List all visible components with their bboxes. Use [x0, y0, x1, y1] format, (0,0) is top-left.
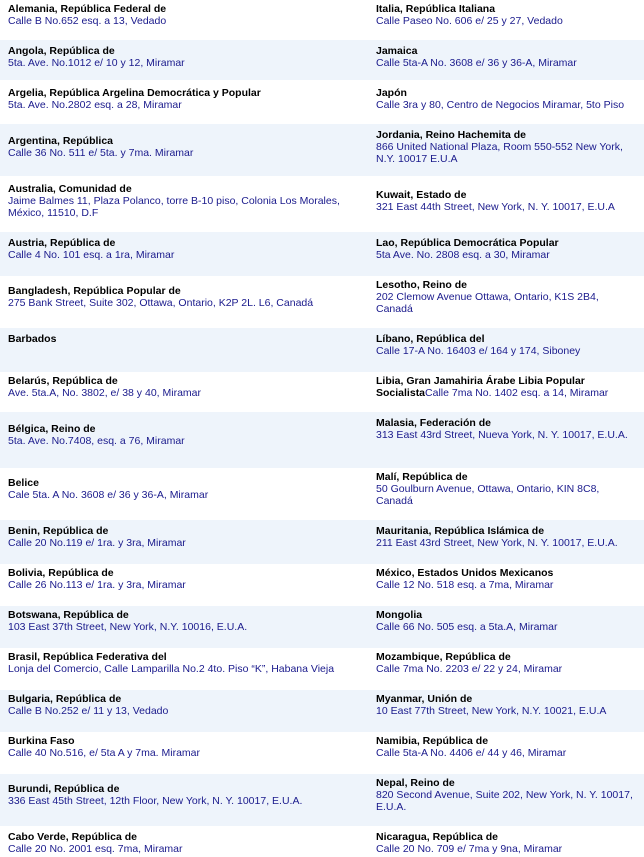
- left-entry: [8, 237, 358, 261]
- country-name: Lesotho, Reino de: [376, 279, 468, 291]
- right-entry: [376, 567, 638, 591]
- country-name: Italia, República Italiana: [376, 3, 496, 15]
- right-entry: [376, 831, 638, 855]
- country-name: Líbano, República del: [376, 333, 485, 345]
- country-name: Nepal, Reino de: [376, 777, 455, 789]
- country-name: Malasia, Federación de: [376, 417, 491, 429]
- country-name-continued: SocialistaCalle 7ma No. 1402 esq. a 14, Miramar: [376, 387, 609, 399]
- country-address: Calle 17-A No. 16403 e/ 164 y 174, Siboney: [376, 345, 581, 357]
- country-name: Belarús, República de: [8, 375, 118, 387]
- country-address: Ave. 5ta.A, No. 3802, e/ 38 y 40, Miramar: [8, 387, 201, 399]
- left-entry: [8, 693, 358, 717]
- table-row: [0, 826, 644, 857]
- country-address: Calle Paseo No. 606 e/ 25 y 27, Vedado: [376, 15, 563, 27]
- table-row: [0, 774, 644, 826]
- left-entry: [8, 567, 358, 591]
- country-name: Bolivia, República de: [8, 567, 114, 579]
- left-entry: [8, 735, 358, 759]
- right-entry: [376, 279, 638, 315]
- country-address: Calle 3ra y 80, Centro de Negocios Miramar, 5to Piso: [376, 99, 625, 111]
- country-name: Kuwait, Estado de: [376, 189, 467, 201]
- table-row: [0, 0, 644, 40]
- country-address: Calle 7ma No. 2203 e/ 22 y 24, Miramar: [376, 663, 563, 675]
- country-address: Calle 4 No. 101 esq. a 1ra, Miramar: [8, 249, 175, 261]
- country-name: Japón: [376, 87, 407, 99]
- country-address: 313 East 43rd Street, Nueva York, N. Y. 10017, E.U.A.: [376, 429, 628, 441]
- right-entry: [376, 471, 638, 507]
- country-name: Austria, República de: [8, 237, 116, 249]
- right-entry: [376, 189, 638, 213]
- left-entry: [8, 333, 358, 345]
- country-address: 10 East 77th Street, New York, N.Y. 10021, E.U.A: [376, 705, 607, 717]
- country-address: Calle 36 No. 511 e/ 5ta. y 7ma. Miramar: [8, 147, 194, 159]
- right-entry: [376, 45, 638, 69]
- country-address: 866 United National Plaza, Room 550-552 New York, N.Y. 10017 E.U.A: [376, 141, 623, 165]
- left-entry: [8, 423, 358, 447]
- country-name: Brasil, República Federativa del: [8, 651, 167, 663]
- country-name: Bélgica, Reino de: [8, 423, 96, 435]
- country-name: Lao, República Democrática Popular: [376, 237, 559, 249]
- table-row: [0, 80, 644, 124]
- left-entry: [8, 135, 358, 159]
- table-row: [0, 372, 644, 412]
- country-name: Jordania, Reino Hachemita de: [376, 129, 526, 141]
- right-entry: [376, 129, 638, 165]
- country-name: Burkina Faso: [8, 735, 75, 747]
- table-row: [0, 124, 644, 176]
- table-row: [0, 328, 644, 372]
- country-name: Myanmar, Unión de: [376, 693, 473, 705]
- left-entry: [8, 3, 358, 27]
- table-row: [0, 564, 644, 606]
- country-name: Bulgaria, República de: [8, 693, 122, 705]
- right-entry: [376, 237, 638, 261]
- country-address: Cale 5ta. A No. 3608 e/ 36 y 36-A, Miramar: [8, 489, 209, 501]
- country-name: México, Estados Unidos Mexicanos: [376, 567, 554, 579]
- country-address: Lonja del Comercio, Calle Lamparilla No.2 4to. Piso “K”, Habana Vieja: [8, 663, 335, 675]
- country-address: Calle B No.252 e/ 11 y 13, Vedado: [8, 705, 169, 717]
- country-name: Angola, República de: [8, 45, 115, 57]
- table-row: [0, 232, 644, 276]
- right-entry: [376, 3, 638, 27]
- right-entry: [376, 417, 638, 441]
- right-entry: [376, 87, 638, 111]
- left-entry: [8, 609, 358, 633]
- table-row: [0, 40, 644, 80]
- country-address: 321 East 44th Street, New York, N. Y. 10017, E.U.A: [376, 201, 615, 213]
- table-row: [0, 276, 644, 328]
- country-name: Botswana, República de: [8, 609, 129, 621]
- country-address: Calle 12 No. 518 esq. a 7ma, Miramar: [376, 579, 554, 591]
- table-row: [0, 176, 644, 232]
- country-address: Calle 7ma No. 1402 esq. a 14, Miramar: [425, 387, 609, 399]
- country-name: Mongolia: [376, 609, 423, 621]
- left-entry: [8, 285, 358, 309]
- left-entry: [8, 783, 358, 807]
- country-name: Barbados: [8, 333, 57, 345]
- left-entry: [8, 651, 358, 675]
- country-address: 275 Bank Street, Suite 302, Ottawa, Ontario, K2P 2L. L6, Canadá: [8, 297, 314, 309]
- table-row: [0, 732, 644, 774]
- country-address: 202 Clemow Avenue Ottawa, Ontario, K1S 2B4, Canadá: [376, 291, 599, 315]
- right-entry: [376, 693, 638, 717]
- left-entry: [8, 831, 358, 855]
- country-address: Calle 26 No.113 e/ 1ra. y 3ra, Miramar: [8, 579, 186, 591]
- country-address: 5ta Ave. No. 2808 esq. a 30, Miramar: [376, 249, 550, 261]
- left-entry: [8, 525, 358, 549]
- table-row: [0, 520, 644, 564]
- country-name: Libia, Gran Jamahiria Árabe Libia Popular: [376, 375, 585, 387]
- country-address: 5ta. Ave. No.1012 e/ 10 y 12, Miramar: [8, 57, 185, 69]
- country-name: Argentina, República: [8, 135, 114, 147]
- table-row: [0, 648, 644, 690]
- country-name: Mozambique, República de: [376, 651, 511, 663]
- country-name: Nicaragua, República de: [376, 831, 498, 843]
- country-address: 211 East 43rd Street, New York, N. Y. 10017, E.U.A.: [376, 537, 618, 549]
- right-entry: [376, 375, 638, 399]
- country-address: Calle 5ta-A No. 4406 e/ 44 y 46, Miramar: [376, 747, 567, 759]
- country-name: Jamaica: [376, 45, 418, 57]
- country-address: Calle 20 No.119 e/ 1ra. y 3ra, Miramar: [8, 537, 186, 549]
- country-address: Calle 66 No. 505 esq. a 5ta.A, Miramar: [376, 621, 558, 633]
- country-address: Calle 20 No. 709 e/ 7ma y 9na, Miramar: [376, 843, 563, 855]
- country-address: 5ta. Ave. No.2802 esq. a 28, Miramar: [8, 99, 182, 111]
- country-address: Calle B No.652 esq. a 13, Vedado: [8, 15, 167, 27]
- table-row: [0, 468, 644, 520]
- right-entry: [376, 609, 638, 633]
- country-name: Mauritania, República Islámica de: [376, 525, 545, 537]
- country-address: Calle 40 No.516, e/ 5ta A y 7ma. Miramar: [8, 747, 201, 759]
- right-entry: [376, 777, 638, 813]
- country-address: Calle 20 No. 2001 esq. 7ma, Miramar: [8, 843, 183, 855]
- right-entry: [376, 525, 638, 549]
- table-row: [0, 690, 644, 732]
- country-address: 103 East 37th Street, New York, N.Y. 10016, E.U.A.: [8, 621, 248, 633]
- country-name: Alemania, República Federal de: [8, 3, 167, 15]
- country-name: Argelia, República Argelina Democrática y Popular: [8, 87, 261, 99]
- country-name: Malí, República de: [376, 471, 468, 483]
- table-row: [0, 606, 644, 648]
- left-entry: [8, 45, 358, 69]
- right-entry: [376, 651, 638, 675]
- table-row: [0, 412, 644, 468]
- country-address: Jaime Balmes 11, Plaza Polanco, torre B-10 piso, Colonia Los Morales, México, 11510, D.F: [8, 195, 340, 219]
- left-entry: [8, 87, 358, 111]
- country-address: Calle 5ta-A No. 3608 e/ 36 y 36-A, Miramar: [376, 57, 577, 69]
- country-address: 820 Second Avenue, Suite 202, New York, N. Y. 10017, E.U.A.: [376, 789, 633, 813]
- country-name: Cabo Verde, República de: [8, 831, 137, 843]
- left-entry: [8, 375, 358, 399]
- country-name: Australia, Comunidad de: [8, 183, 132, 195]
- country-name: Bangladesh, República Popular de: [8, 285, 181, 297]
- country-name: Burundi, República de: [8, 783, 120, 795]
- right-entry: [376, 735, 638, 759]
- country-name: Belice: [8, 477, 39, 489]
- left-entry: [8, 477, 358, 501]
- country-name: Namibia, República de: [376, 735, 489, 747]
- right-entry: [376, 333, 638, 357]
- country-address: 50 Goulburn Avenue, Ottawa, Ontario, KIN 8C8, Canadá: [376, 483, 600, 507]
- country-address: 336 East 45th Street, 12th Floor, New York, N. Y. 10017, E.U.A.: [8, 795, 303, 807]
- country-name: Benin, República de: [8, 525, 109, 537]
- country-address: 5ta. Ave. No.7408, esq. a 76, Miramar: [8, 435, 185, 447]
- left-entry: [8, 183, 358, 219]
